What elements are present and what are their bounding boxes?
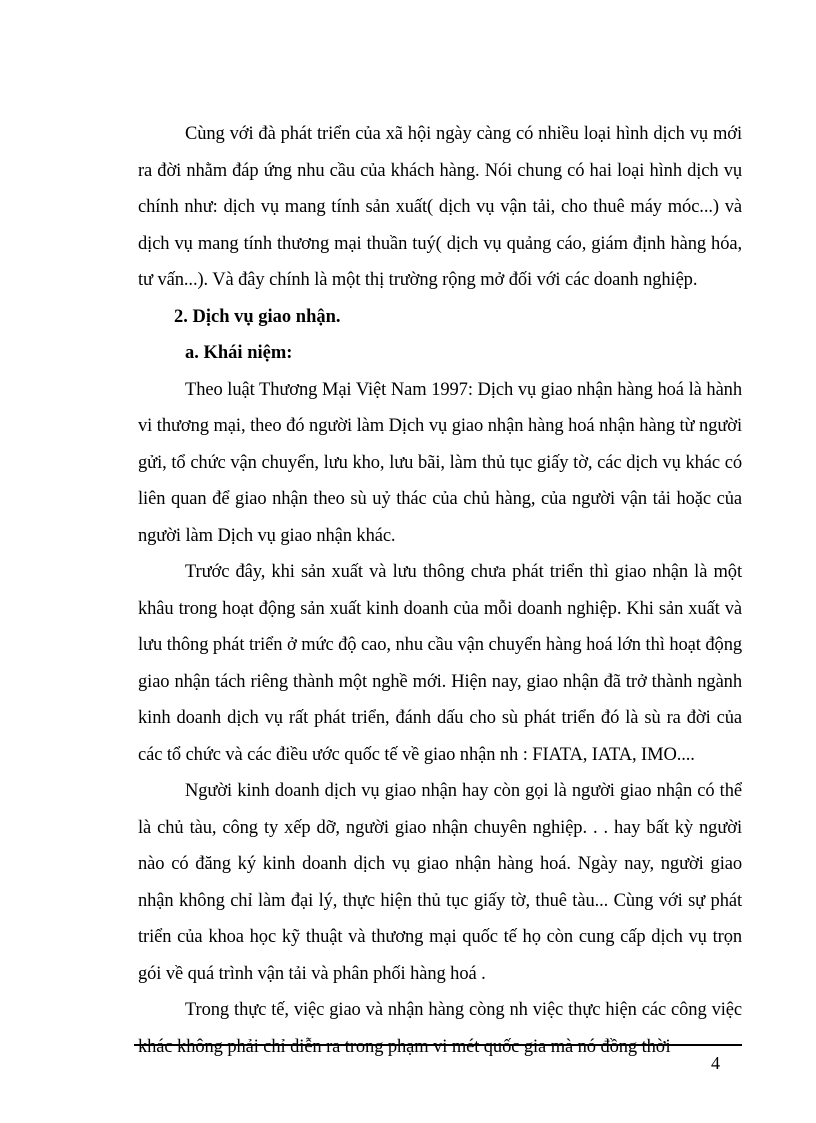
paragraph-practice: Trong thực tế, việc giao và nhận hàng còng nh việc thực hiện các công việc khác không phải chỉ diễn ra trong phạm vi mét quốc gia mà nó đồng thời xyxy=(138,1000,742,1057)
footer-divider xyxy=(134,1044,742,1046)
page-body xyxy=(138,116,742,1065)
section-heading: 2. Dịch vụ giao nhận. xyxy=(174,306,341,327)
paragraph-history: Trước đây, khi sản xuất và lưu thông chưa phát triển thì giao nhận là một khâu trong hoạt động sản xuất kinh doanh của mỗi doanh nghiệp. Khi sản xuất và lưu thông phát triển ở mức độ cao, nhu cầu vận chuyển hàng hoá lớn thì hoạt động giao nhận tách riêng thành một nghề mới. Hiện nay, giao nhận đã trở thành ngành kinh doanh dịch vụ rất phát triển, đánh dấu cho sù phát triển đó là sù ra đời của các tổ chức và các điều ước quốc tế về giao nhận nh : FIATA, IATA, IMO.... xyxy=(138,562,742,765)
subsection-heading: a. Khái niệm: xyxy=(185,343,293,363)
page-number: 4 xyxy=(711,1053,720,1073)
paragraph-forwarder: Người kinh doanh dịch vụ giao nhận hay còn gọi là người giao nhận có thể là chủ tàu, công ty xếp dỡ, người giao nhận chuyên nghiệp. . . hay bất kỳ người nào có đăng ký kinh doanh dịch vụ giao nhận hàng hoá. Ngày nay, người giao nhận không chỉ làm đại lý, thực hiện thủ tục giấy tờ, thuê tàu... Cùng với sự phát triển của khoa học kỹ thuật và thương mại quốc tế họ còn cung cấp dịch vụ trọn gói về quá trình vận tải và phân phối hàng hoá . xyxy=(138,781,742,984)
paragraph-definition: Theo luật Thương Mại Việt Nam 1997: Dịch vụ giao nhận hàng hoá là hành vi thương mại, theo đó người làm Dịch vụ giao nhận hàng hoá nhận hàng từ người gửi, tổ chức vận chuyển, lưu kho, lưu bãi, làm thủ tục giấy tờ, các dịch vụ khác có liên quan để giao nhận theo sù uỷ thác của chủ hàng, của người vận tải hoặc của người làm Dịch vụ giao nhận khác. xyxy=(138,379,742,546)
paragraph-intro: Cùng với đà phát triển của xã hội ngày càng có nhiều loại hình dịch vụ mới ra đời nhằm đáp ứng nhu cầu của khách hàng. Nói chung có hai loại hình dịch vụ chính như: dịch vụ mang tính sản xuất( dịch vụ vận tải, cho thuê máy móc...) và dịch vụ mang tính thương mại thuần tuý( dịch vụ quảng cáo, giám định hàng hóa, tư vấn...). Và đây chính là một thị trường rộng mở đối với các doanh nghiệp. xyxy=(138,124,742,290)
